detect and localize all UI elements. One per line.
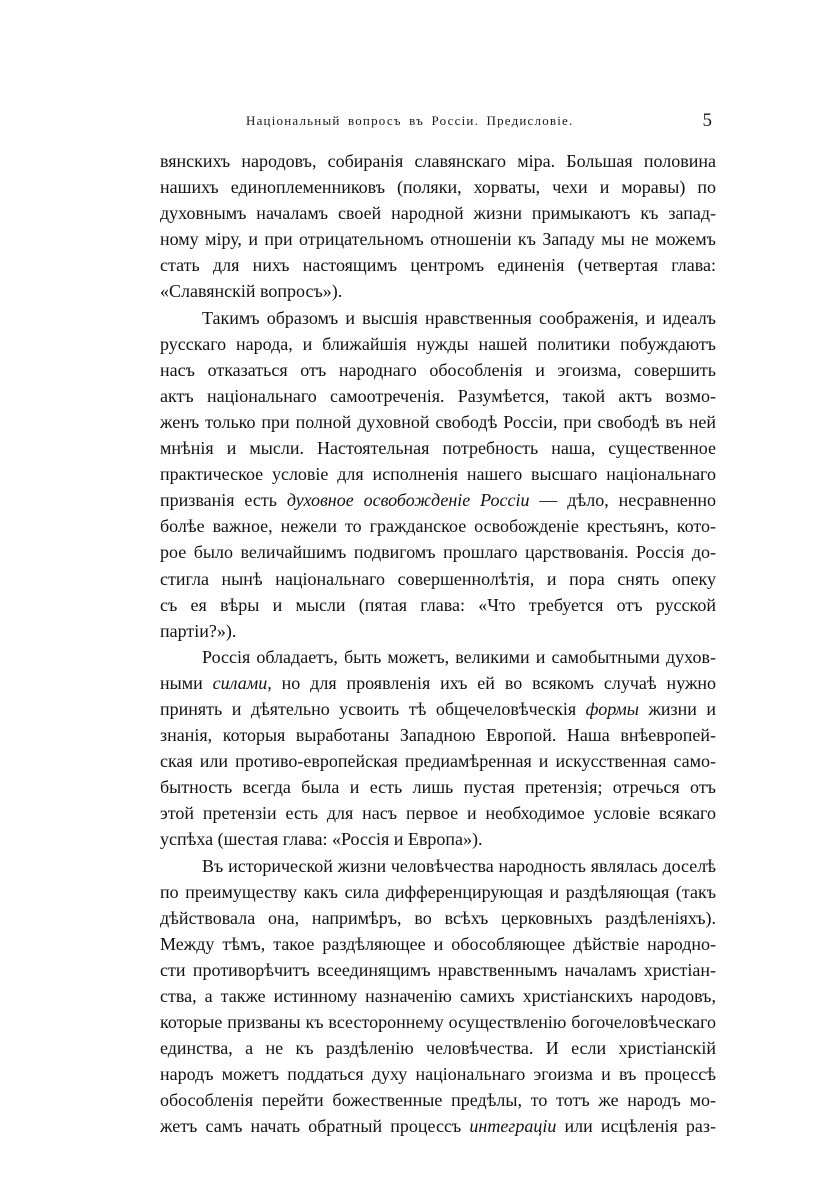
text-line-mixed <box>160 1113 716 1139</box>
text-segment: жетъ самъ начать обратный процессъ <box>160 1116 462 1137</box>
text-line: знанія, которыя выработаны Западною Европой. Наша внѣевропей- <box>160 725 716 746</box>
text-line: Въ исторической жизни человѣчества народность являлась доселѣ <box>202 855 716 876</box>
text-line: ному міру, и при отрицательномъ отношеніи къ Западу мы не можемъ <box>160 229 716 250</box>
text-line: Такимъ образомъ и высшія нравственныя соображенія, и идеалъ <box>202 307 716 328</box>
italic-phrase: силами, <box>212 672 272 693</box>
text-segment: но для проявленія ихъ ей во всякомъ случаѣ нужно <box>281 672 716 693</box>
text-line: обособленія перейти божественные предѣлы, то тотъ же народъ мо- <box>160 1090 716 1111</box>
text-line: мнѣнія и мысли. Настоятельная потребность наша, существенное <box>160 438 716 459</box>
text-line: которые призваны къ всестороннему осуществленію богочеловѣческаго <box>160 1012 716 1033</box>
text-line: единства, а не къ раздѣленію человѣчества. И если христіанскій <box>160 1038 716 1059</box>
page-header <box>160 110 720 135</box>
text-line: Россія обладаетъ, быть можетъ, великими и самобытными духов- <box>202 646 716 667</box>
text-line: духовнымъ началамъ своей народной жизни примыкаютъ къ запад- <box>160 203 716 224</box>
text-line: этой претензіи есть для насъ первое и необходимое условіе всякаго <box>160 803 716 824</box>
text-segment: жизни и <box>648 698 716 719</box>
text-line: русскаго народа, и ближайшія нужды нашей политики побуждаютъ <box>160 333 716 354</box>
text-line: народъ можетъ поддаться духу національнаго эгоизма и въ процессѣ <box>160 1064 716 1085</box>
text-line: ская или противо-европейская предиамѣренная и искусственная само- <box>160 751 716 772</box>
text-line: актъ національнаго самоотреченія. Разумѣется, такой актъ возмо- <box>160 385 716 406</box>
text-line: съ ея вѣры и мысли (пятая глава: «Что требуется отъ русской <box>160 594 716 615</box>
text-line: вянскихъ народовъ, собиранія славянскаго міра. Большая половина <box>160 151 716 171</box>
text-line: рое было величайшимъ подвигомъ прошлаго царствованія. Россія до- <box>160 542 716 563</box>
text-line: болѣе важное, нежели то гражданское освобожденіе крестьянъ, кото- <box>160 516 716 537</box>
text-line: по преимуществу какъ сила дифференцирующая и раздѣляющая (такъ <box>160 881 716 902</box>
italic-phrase: формы <box>585 698 639 719</box>
text-segment: — дѣло, несравненно <box>539 490 716 511</box>
italic-phrase: интеграціи <box>469 1116 557 1137</box>
text-line: дѣйствовала она, напримѣръ, во всѣхъ церковныхъ раздѣленіяхъ). <box>160 907 716 928</box>
text-line: успѣха (шестая глава: «Россія и Европа»). <box>160 829 483 850</box>
text-line: «Славянскій вопросъ»). <box>160 281 343 302</box>
text-line: практическое условіе для исполненія нашего высшаго національнаго <box>160 464 716 485</box>
text-line: женъ только при полной духовной свободѣ Россіи, при свободѣ въ ней <box>160 411 716 432</box>
running-title: Національный вопросъ въ Россіи. Предисловіе. <box>246 113 574 128</box>
text-line-mixed <box>160 670 716 696</box>
body-text <box>160 148 716 1140</box>
text-line: партіи?»). <box>160 620 237 641</box>
text-line: Между тѣмъ, такое раздѣляющее и обособляющее дѣйствіе народно- <box>160 933 716 954</box>
text-line-mixed <box>160 487 716 513</box>
text-segment: призванія есть <box>160 490 277 511</box>
text-line-mixed <box>160 696 716 722</box>
text-segment: ными <box>160 672 203 693</box>
text-segment: принять и дѣятельно усвоить тѣ общечеловѣческія <box>160 698 577 719</box>
page-number: 5 <box>702 110 712 131</box>
text-line: насъ отказаться отъ народнаго обособленія и эгоизма, совершить <box>160 359 716 380</box>
italic-phrase: духовное освобожденіе Россіи <box>286 490 530 511</box>
text-line: стать для нихъ настоящимъ центромъ единенія (четвертая глава: <box>160 255 716 276</box>
text-line: ства, а также истинному назначенію самихъ христіанскихъ народовъ, <box>160 986 716 1006</box>
text-line: нашихъ единоплеменниковъ (поляки, хорваты, чехи и моравы) по <box>160 177 716 198</box>
text-line: стигла нынѣ національнаго совершеннолѣтія, и пора снять опеку <box>160 568 716 589</box>
text-line: бытность всегда была и есть лишь пустая претензія; отречься отъ <box>160 777 716 798</box>
text-segment: или исцѣленія раз- <box>564 1116 716 1137</box>
text-line: сти противорѣчитъ всеединящимъ нравственнымъ началамъ христіан- <box>160 959 716 980</box>
